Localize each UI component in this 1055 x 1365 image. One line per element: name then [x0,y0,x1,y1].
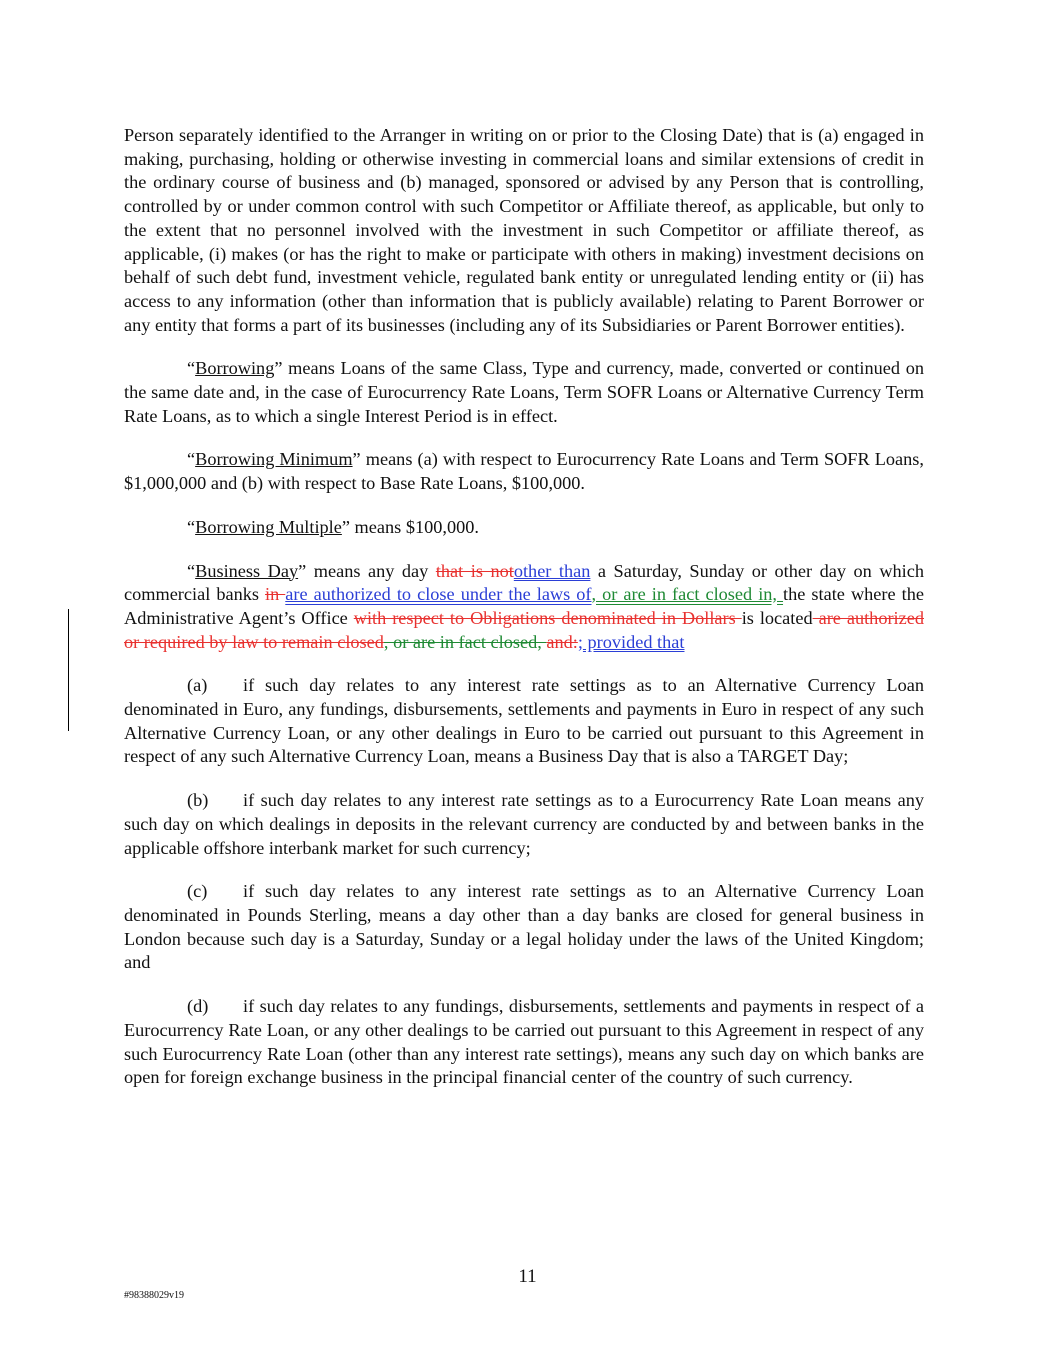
clause-label: (b) [187,790,209,811]
clause-text: if such day relates to any interest rate settings as to an Alternative Currency Loan denominated in Euro, any fundings, disbursements, settlements and payments in Euro in respect of any such Alternative Currency Loan, or any other dealings in Euro to be carried out pursuant to this Agreement in respect of any such Alternative Currency Loan, means a Business Day that is also a TARGET Day; [124,675,924,767]
clause-text: if such day relates to any interest rate settings as to a Eurocurrency Rate Loan means any such day on which dealings in deposits in the relevant currency are conducted by and between banks in the applicable offshore interbank market for such currency; [124,790,924,858]
clause-label: (c) [187,881,208,902]
definition-text: ” means any day [298,560,436,581]
page-number: 11 [518,1266,537,1287]
definition-text: ” means Loans of the same Class, Type and currency, made, converted or continued on the same date and, in the case of Eurocurrency Rate Loans, Term SOFR Loans or Alternative Currency Term Rate Loans, as to which a single Interest Period is in effect. [124,358,924,426]
clause-label: (d) [187,996,209,1017]
clause-text: if such day relates to any interest rate settings as to an Alternative Currency Loan denominated in Pounds Sterling, means a day other than a day banks are closed for general business in London because such day is a Saturday, Sunday or a legal holiday under the laws of the United Kingdom; and [124,881,924,973]
open-quote: “ [187,449,196,470]
deleted-text: and: [546,631,578,652]
clause-a [124,674,924,769]
revision-change-bar [68,609,69,731]
definition-text: the state where the Administrative Agent’s Office [124,584,924,628]
definition-borrowing [124,357,924,428]
definition-business-day [124,560,924,655]
definition-borrowing-multiple [124,516,924,540]
deleted-text: in [265,584,286,605]
definition-text: ” means (a) with respect to Eurocurrency Rate Loans and Term SOFR Loans, $1,000,000 and (b) with respect to Base Rate Loans, $100,000. [124,449,924,494]
defined-term: Business Day [195,560,299,581]
moved-deleted-text: , or are in fact closed, [383,631,547,652]
clause-b [124,789,924,860]
definition-borrowing-minimum [124,448,924,495]
deleted-text: with respect to Obligations denominated in Dollars [353,607,742,628]
deleted-text: that is not [435,560,514,581]
open-quote: “ [187,358,196,379]
inserted-text: other than [513,560,591,581]
definition-text: ” means $100,000. [341,516,479,537]
document-body [124,124,924,1110]
paragraph-continuation: Person separately identified to the Arranger in writing on or prior to the Closing Date) that is (a) engaged in making, purchasing, holding or otherwise investing in commercial loans and similar extensions of credit in the ordinary course of business and (b) managed, sponsored or advised by any Person that is controlling, controlled by or under common control with such Competitor or Affiliate thereof, as applicable, but only to the extent that no personnel involved with the investment in such Competitor or affiliate thereof, as applicable, (i) makes (or has the right to make or participate with others in making) investment decisions on behalf of such debt fund, investment vehicle, regulated bank entity or unregulated lending entity or (ii) has access to any information (other than information that is publicly available) relating to Parent Borrower or any entity that forms a part of its businesses (including any of its Subsidiaries or Parent Borrower entities). [124,125,924,335]
definition-text: is located [741,607,813,628]
clause-d [124,995,924,1090]
moved-text: , or are in fact closed in, [591,584,784,605]
inserted-text: ; [577,631,583,652]
inserted-text: are authorized to close under the laws of [285,584,592,605]
defined-term: Borrowing Multiple [195,516,342,537]
defined-term: Borrowing Minimum [195,449,353,470]
document-id: #98388029v19 [124,1290,184,1301]
clause-c [124,880,924,975]
open-quote: “ [187,560,196,581]
inserted-text: provided that [582,631,685,652]
clause-label: (a) [187,675,208,696]
deleted-text: are authorized or required by law to remain closed [124,607,924,652]
defined-term: Borrowing [195,358,275,379]
open-quote: “ [187,516,196,537]
clause-text: if such day relates to any fundings, disbursements, settlements and payments in respect of a Eurocurrency Rate Loan, or any other dealings to be carried out pursuant to this Agreement in respect of any such Eurocurrency Rate Loan (other than any interest rate settings), means any such day on which banks are open for foreign exchange business in the principal financial center of the country of such currency. [124,996,924,1088]
definition-text: a Saturday, Sunday or other day on which commercial banks [124,560,925,605]
